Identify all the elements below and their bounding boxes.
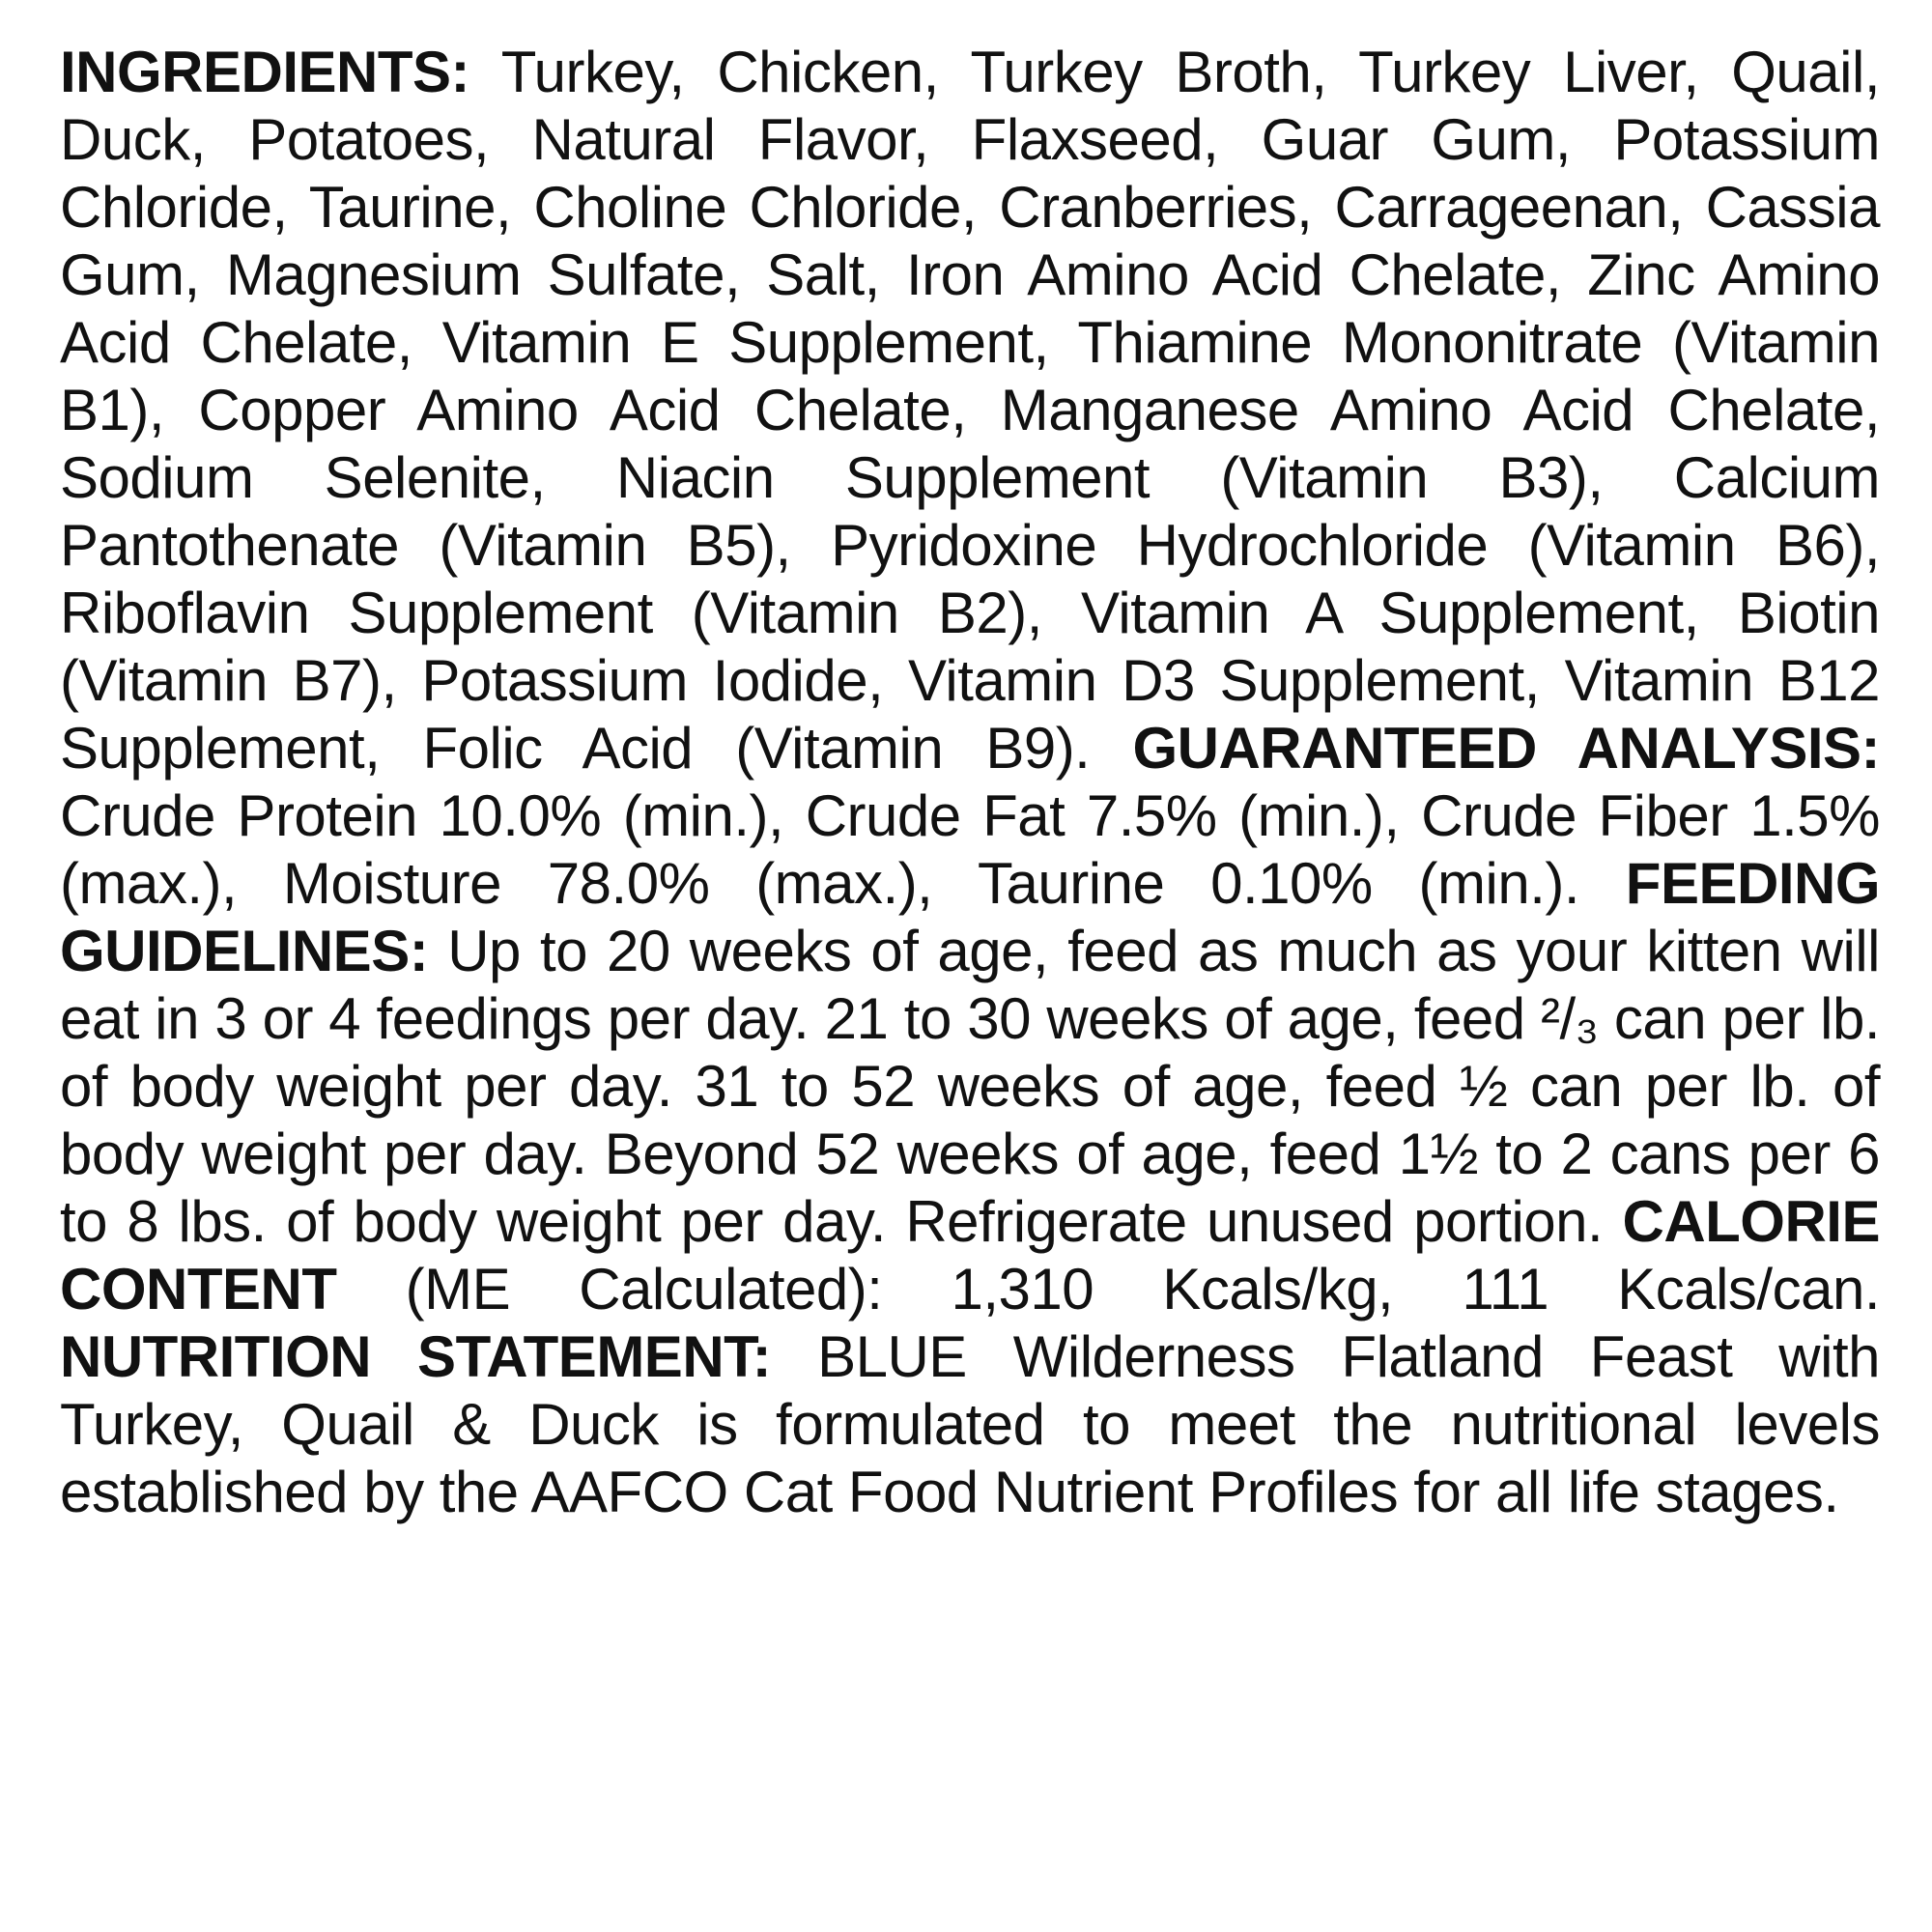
ingredients-text: Turkey, Chicken, Turkey Broth, Turkey Liver, Quail, Duck, Potatoes, Natural Flavor, Flaxseed, Guar Gum, Potassium Chloride, Taurine, Choline Chloride, Cranberries, Carrageenan, Cassia Gum, Magnesium Sulfate, Salt, Iron Amino Acid Chelate, Zinc Amino Acid Chelate, Vitamin E Supplement, Thiamine Mononitrate (Vitamin B1), Copper Amino Acid Chelate, Manganese Amino Acid Chelate, Sodium Selenite, Niacin Supplement (Vitamin B3), Calcium Pantothenate (Vitamin B5), Pyridoxine Hydrochloride (Vitamin B6), Riboflavin Supplement (Vitamin B2), Vitamin A Supplement, Biotin (Vitamin B7), Potassium Iodide, Vitamin D3 Supplement, Vitamin B12 Supplement, Folic Acid (Vitamin B9). bbox=[60, 40, 1880, 781]
guaranteed-analysis-text: Crude Protein 10.0% (min.), Crude Fat 7.5% (min.), Crude Fiber 1.5% (max.), Moisture 78.0% (max.), Taurine 0.10% (min.). bbox=[60, 783, 1880, 916]
guaranteed-analysis-heading: GUARANTEED ANALYSIS: bbox=[1132, 716, 1881, 781]
feeding-guidelines-heading: FEEDING GUIDELINES: bbox=[60, 851, 1880, 983]
calorie-content-heading: CALORIE CONTENT bbox=[60, 1189, 1880, 1321]
calorie-content-text: (ME Calculated): 1,310 Kcals/kg, 111 Kcals/can. bbox=[336, 1257, 1880, 1321]
nutrition-statement-heading: NUTRITION STATEMENT: bbox=[60, 1324, 772, 1389]
label-paragraph bbox=[60, 39, 1880, 1526]
ingredients-heading: INGREDIENTS: bbox=[60, 40, 470, 104]
feeding-guidelines-text: Up to 20 weeks of age, feed as much as your kitten will eat in 3 or 4 feedings per day. 21 to 30 weeks of age, feed ²/₃ can per lb. of body weight per day. 31 to 52 weeks of age, feed ½ can per lb. of body weight per day. Beyond 52 weeks of age, feed 1½ to 2 cans per 6 to 8 lbs. of body weight per day. Refrigerate unused portion. bbox=[60, 919, 1880, 1254]
nutrition-label-text bbox=[60, 39, 1880, 1526]
nutrition-statement-text: BLUE Wilderness Flatland Feast with Turkey, Quail & Duck is formulated to meet the nutritional levels established by the AAFCO Cat Food Nutrient Profiles for all life stages. bbox=[60, 1324, 1880, 1524]
